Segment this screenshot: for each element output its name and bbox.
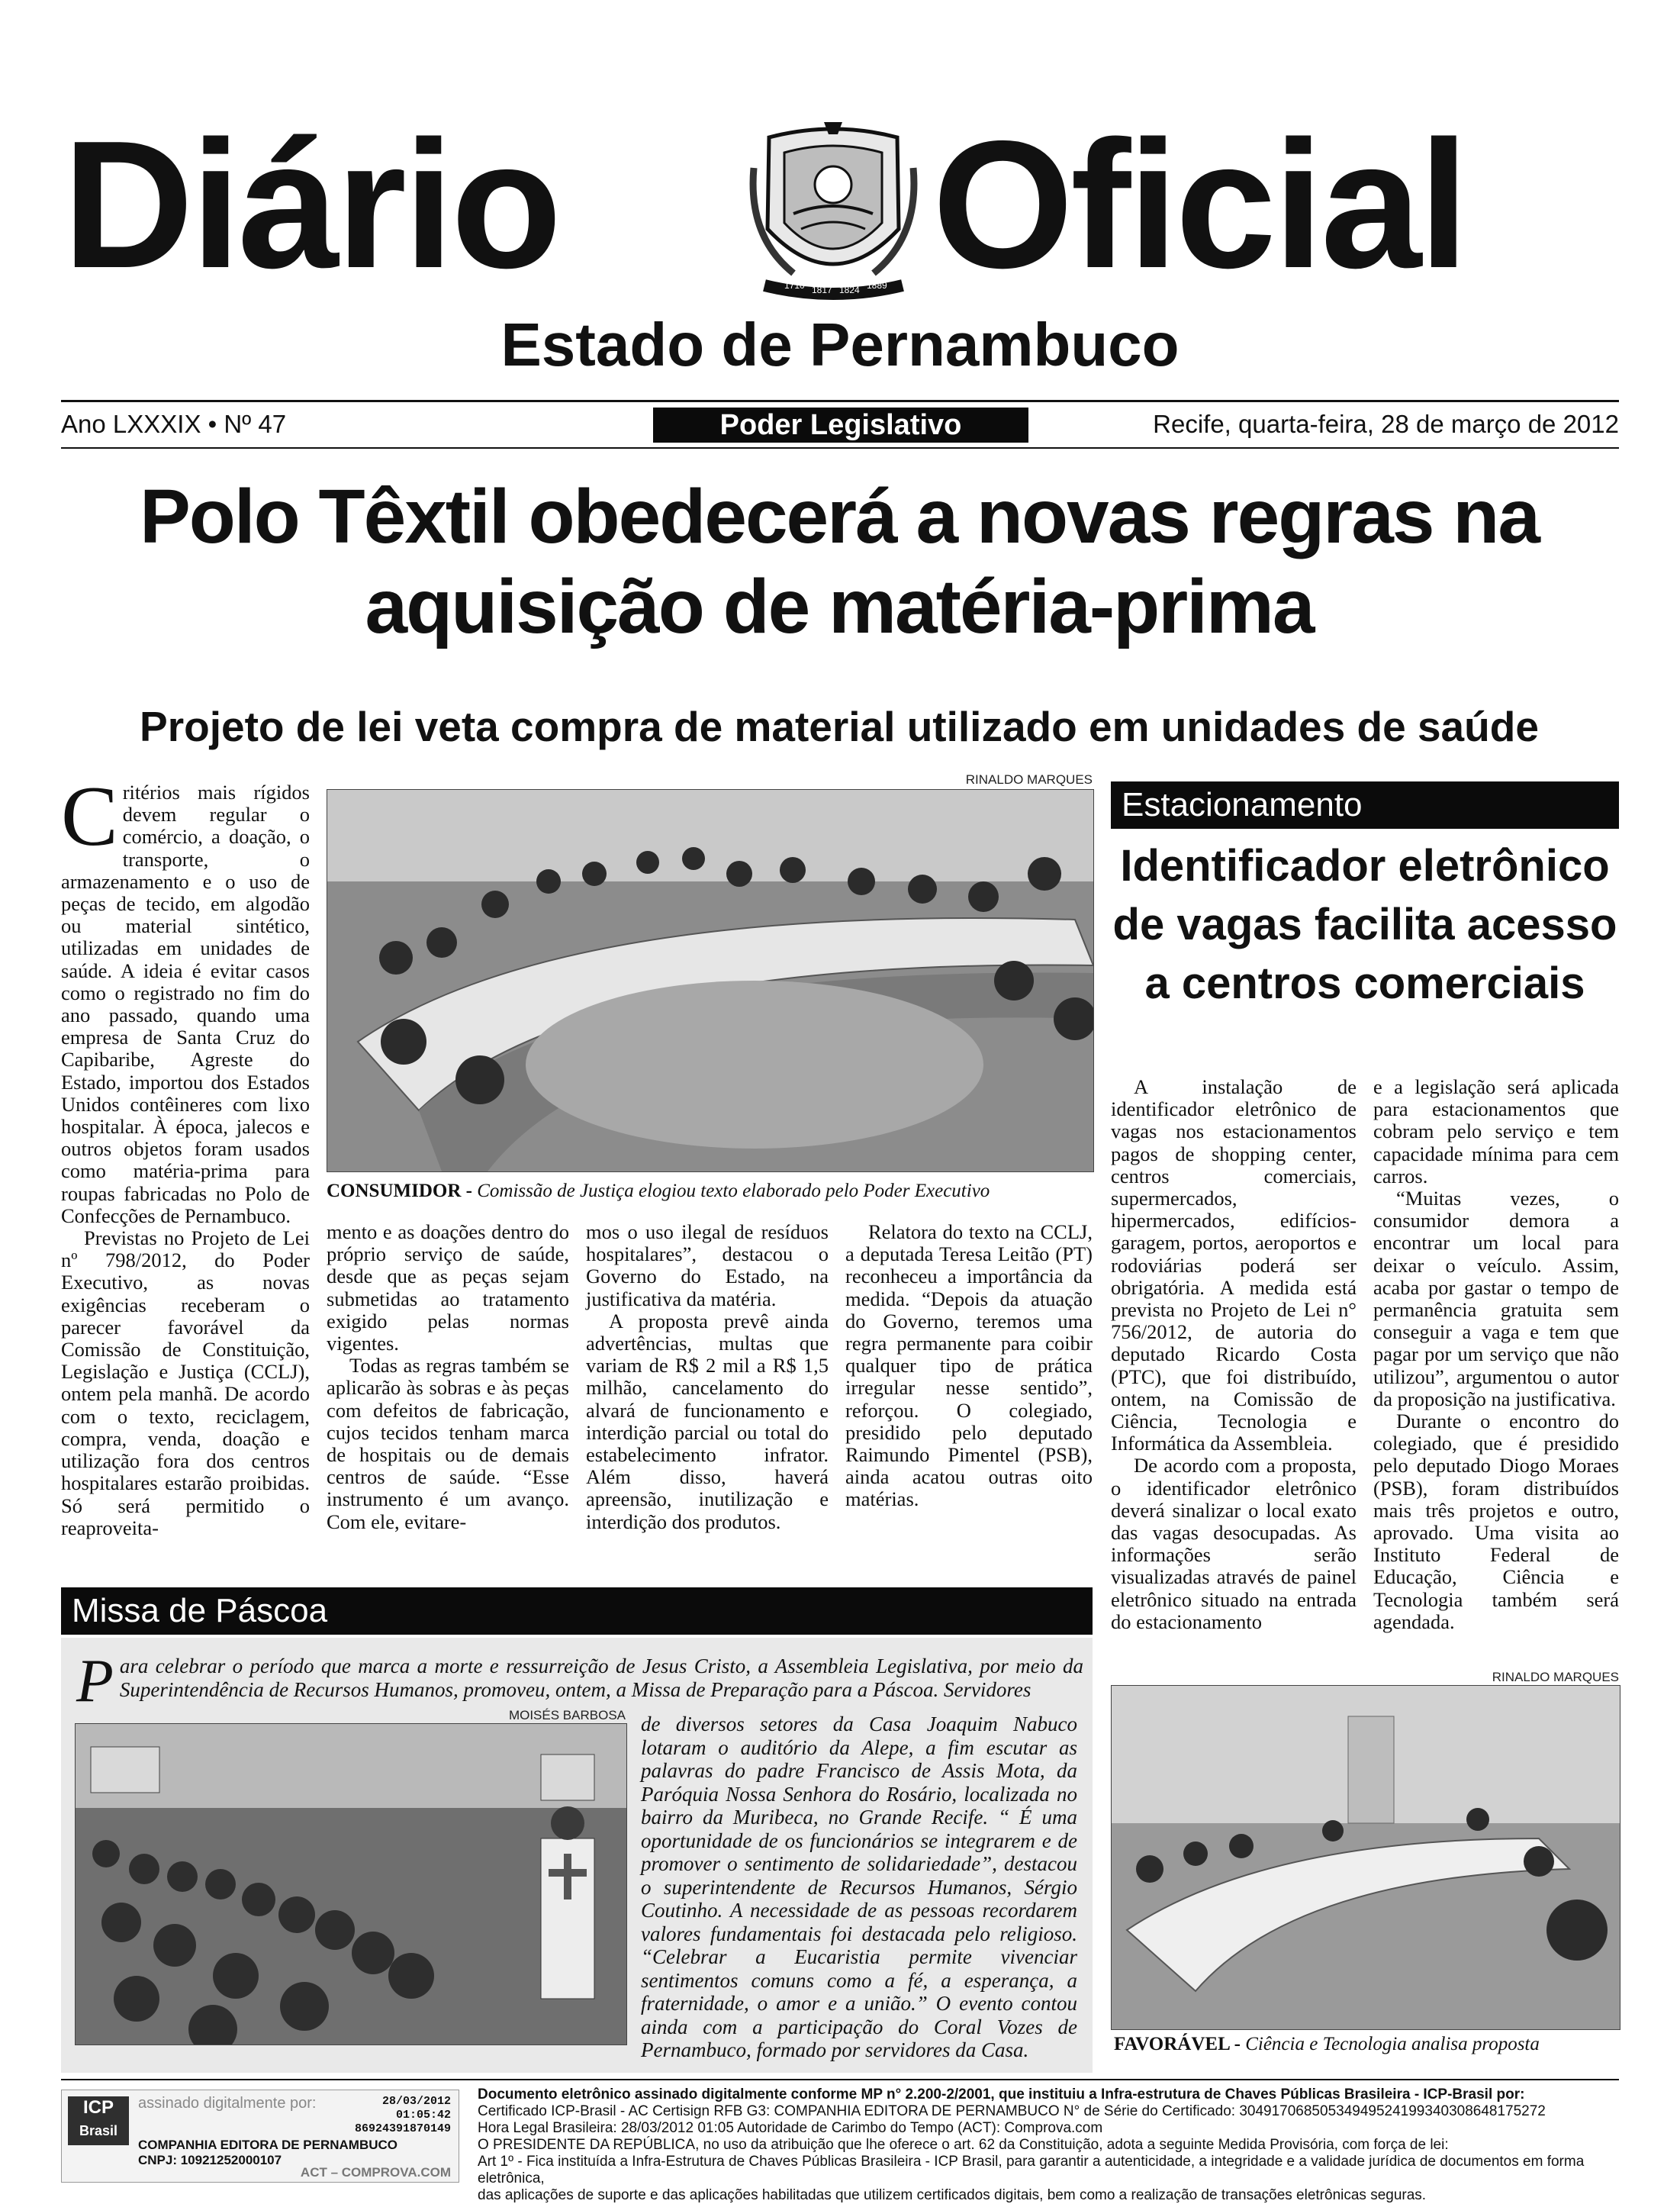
signature-act: ACT – COMPROVA.COM [300, 2165, 451, 2180]
main-caption-lead: CONSUMIDOR - [327, 1181, 478, 1201]
main-column-3 [586, 1221, 829, 1533]
icp-logo-bottom: Brasil [79, 2123, 118, 2138]
main-col3-paragraph-2: A proposta prevê ainda advertências, multas que variam de R$ 2 mil a R$ 1,5 milhão, cancelamento do alvará de funcionamento e interdição parcial ou total do estabelecimento infrator. Além disso, haverá apreensão, inutilização e interdição dos produtos. [586, 1309, 829, 1533]
dateline: Recife, quarta-feira, 28 de março de 2012 [1153, 410, 1619, 438]
sidebar-col1-paragraph-2: De acordo com a proposta, o identificador eletrônico deverá sinalizar o local exato das vagas desocupadas. As informações serão visualizadas através de painel eletrônico situado na entrada do estacionamento [1111, 1454, 1357, 1633]
sidebar-col1-paragraph-1: A instalação de identificador eletrônico de vagas nos estacionamentos pagos de shopping center, centros comerciais, supermercados, hipermercados, edifícios-garagem, portos, aeroportos e rodoviárias poderá ser obrigatória. A medida está prevista no Projeto de Lei n° 756/2012, de autoria do deputado Ricardo Costa (PTC), que foi distribuído, ontem, na Comissão de Ciência, Tecnologia e Informática da Assembleia. [1111, 1075, 1357, 1455]
masthead-subtitle: Estado de Pernambuco [500, 311, 1180, 379]
main-column-2 [327, 1221, 569, 1533]
signature-time: 01:05:42 [395, 2109, 451, 2122]
seal-year-2: 1817 [812, 285, 832, 295]
missa-body: de diversos setores da Casa Joaquim Nabuco lotaram o auditório da Alepe, a fim escutar as palavras do padre Francisco de Assis Mota, da Paróquia Nossa Senhora do Rosário, localizada no bairro da Muribeca, no Grande Recife. “ É uma oportunidade de os funcionários se integrarem e de promover o sentimento de solidariedade”, destacou o superintendente de Recursos Humanos, Sérgio Coutinho. A necessidade de as pessoas recordarem valores fundamentais foi destacada pelo religioso. “Celebrar a Eucaristia permite vivenciar sentimentos comuns como a fé, a esperança, a fraternidade, o amor e a união.” O evento contou ainda com a participação do Coral Vozes de Pernambuco, formado por servidores da Casa. [641, 1713, 1077, 2061]
signed-label: assinado digitalmente por: [138, 2095, 317, 2112]
main-col3-paragraph-1: mos o uso ilegal de resíduos hospitalares”, destacou o Governo do Estado, na justificativa da matéria. [586, 1220, 829, 1310]
main-col4-paragraph-1: Relatora do texto na CCLJ, a deputada Teresa Leitão (PT) reconheceu a importância da medida. “Depois da atuação do Governo, teremos uma regra permanente para coibir qualquer tipo de prática irregular nesse sentido”, reforçou. O colegiado, presidido pelo deputado Raimundo Pimentel (PSB), ainda acatou outras oito matérias. [845, 1220, 1093, 1511]
main-column-1 [61, 769, 310, 1539]
main-photo [327, 789, 1094, 1172]
footer-line-1: Documento eletrônico assinado digitalmente conforme MP n° 2.200-2/2001, que instituiu a Infra-estrutura de Chaves Públicas Brasileira - ICP-Brasil por: [478, 2086, 1525, 2102]
icp-brasil-logo [68, 2096, 129, 2145]
main-col2-paragraph-2: Todas as regras também se aplicarão às sobras e às peças com defeitos de fabricação, cujos tecidos tenham marca de hospitais ou de demais centros de saúde. “Esse instrumento é um avanço. Com ele, evitare- [327, 1354, 569, 1533]
main-headline: Polo Têxtil obedecerá a novas regras na aquisição de matéria-prima [140, 474, 1539, 649]
seal-year-4: 1889 [867, 280, 887, 291]
masthead-title-right: Oficial [932, 104, 1466, 306]
sidebar-caption-lead: FAVORÁVEL - [1114, 2034, 1246, 2054]
masthead-rule-top [61, 400, 1619, 402]
digital-signature-stamp [61, 2090, 459, 2183]
state-coat-of-arms [748, 122, 919, 305]
sidebar-column-2 [1373, 1076, 1619, 1633]
seal-year-1: 1710 [784, 280, 805, 291]
sidebar-col2-paragraph-2: “Muitas vezes, o consumidor demora a encontrar um local para deixar o veículo. Assim, acaba por gastar o tempo de permanência gratuita sem conseguir a vaga e tem que pagar por um serviço que não utilizou”, argumentou o autor da proposição na justificativa. [1373, 1187, 1619, 1410]
main-photo-credit: RINALDO MARQUES [965, 772, 1093, 787]
edition-number: Ano LXXXIX • Nº 47 [61, 410, 287, 438]
masthead-rule-bottom [61, 447, 1619, 449]
sidebar-photo [1111, 1685, 1620, 2030]
footer-legal-text [478, 2086, 1619, 2204]
footer-line-6: das aplicações de suporte e das aplicações habilitadas que utilizem certificados digitais, bem como a realização de transações eletrônicas seguras. [478, 2187, 1427, 2203]
sidebar-headline: Identificador eletrônico de vagas facilita acesso a centros comerciais [1112, 841, 1617, 1008]
section-label: Poder Legislativo [653, 408, 1028, 443]
main-column-4 [845, 1221, 1093, 1511]
footer-line-5: Art 1º - Fica instituída a Infra-Estrutura de Chaves Públicas Brasileira - ICP Brasil, para garantir a autenticidade, a integridade e a validade jurídica de documentos em forma eletrônica, [478, 2154, 1585, 2186]
sidebar-column-1 [1111, 1076, 1357, 1633]
footer-line-4: O PRESIDENTE DA REPÚBLICA, no uso da atribuição que lhe oferece o art. 62 da Constituição, adota a seguinte Medida Provisória, com força de lei: [478, 2137, 1449, 2153]
missa-photo-credit: MOISÉS BARBOSA [508, 1708, 626, 1722]
seal-year-3: 1824 [839, 285, 860, 295]
masthead-title-left: Diário [63, 104, 559, 306]
signature-company: COMPANHIA EDITORA DE PERNAMBUCO [138, 2138, 398, 2152]
signature-date: 28/03/2012 [381, 2095, 451, 2108]
sidebar-col2-paragraph-1: e a legislação será aplicada para estacionamentos que cobram pelo serviço e tem capacidade mínima para cem carros. [1373, 1075, 1619, 1187]
main-caption-text: Comissão de Justiça elogiou texto elaborado pelo Poder Executivo [477, 1181, 990, 1201]
sidebar-col2-paragraph-3: Durante o encontro do colegiado, que é presidido pelo deputado Diogo Moraes (PSB), foram distribuídos mais três projetos e outro, aprovado. Uma visita ao Instituto Federal de Educação, Ciência e Tecnologia também será agendada. [1373, 1410, 1619, 1633]
icp-logo-top: ICP [82, 2097, 114, 2118]
sidebar-photo-caption [1114, 2033, 1619, 2056]
main-col2-paragraph-1: mento e as doações dentro do próprio serviço de saúde, desde que as peças sejam submetidas ao tratamento exigido pelas normas vigentes. [327, 1220, 569, 1355]
footer-line-3: Hora Legal Brasileira: 28/03/2012 01:05 Autoridade de Carimbo do Tempo (ACT): Comprova.com [478, 2120, 1103, 2136]
sidebar-section-bar: Estacionamento [1111, 781, 1619, 829]
missa-section-bar: Missa de Páscoa [61, 1587, 1093, 1635]
main-photo-caption [327, 1180, 1093, 1203]
signature-serial: 86924391870149 [354, 2122, 451, 2135]
missa-intro-text: ara celebrar o período que marca a morte e ressurreição de Jesus Cristo, a Assembleia Legislativa, por meio da Superintendência de Recursos Humanos, promoveu, ontem, a Missa de Preparação para a Páscoa. Servidores [119, 1655, 1083, 1701]
main-deck: Projeto de lei veta compra de material utilizado em unidades de saúde [140, 703, 1539, 750]
signature-timestamp [352, 2095, 451, 2136]
signature-cnpj: CNPJ: 10921252000107 [138, 2153, 282, 2167]
main-dropcap: C [61, 769, 118, 864]
main-col1-lead: ritérios mais rígidos devem regular o comércio, a doação, o transporte, o armazenamento e o uso de peças de tecido, em algodão ou material sintético, utilizadas em unidades de saúde. A ideia é evitar casos como o registrado no fim do ano passado, quando uma empresa de Santa Cruz do Capibaribe, Agreste do Estado, importou dos Estados Unidos contêineres com lixo hospitalar. À época, jalecos e outros objetos foram usados como matéria-prima para roupas fabricadas no Polo de Confecções de Pernambuco. [61, 781, 310, 1227]
sidebar-caption-text: Ciência e Tecnologia analisa proposta [1245, 2034, 1540, 2054]
main-col1-paragraph-2: Previstas no Projeto de Lei nº 798/2012, do Poder Executivo, as novas exigências receberam o parecer favorável da Comissão de Constituição, Legislação e Justiça (CCLJ), ontem pela manhã. De acordo com o texto, reciclagem, compra, venda, doação e utilização fora dos centros hospitalares estarão proibidas. Só será permitido o reaproveita- [61, 1226, 310, 1539]
missa-photo [75, 1723, 627, 2045]
missa-dropcap: P [76, 1648, 114, 1715]
footer-rule [61, 2079, 1619, 2080]
sidebar-photo-credit: RINALDO MARQUES [1492, 1670, 1619, 1684]
footer-line-2: Certificado ICP-Brasil - AC Certisign RFB G3: COMPANHIA EDITORA DE PERNAMBUCO N° de Série do Certificado: 30491706850534949524199340308648175272 [478, 2103, 1546, 2119]
